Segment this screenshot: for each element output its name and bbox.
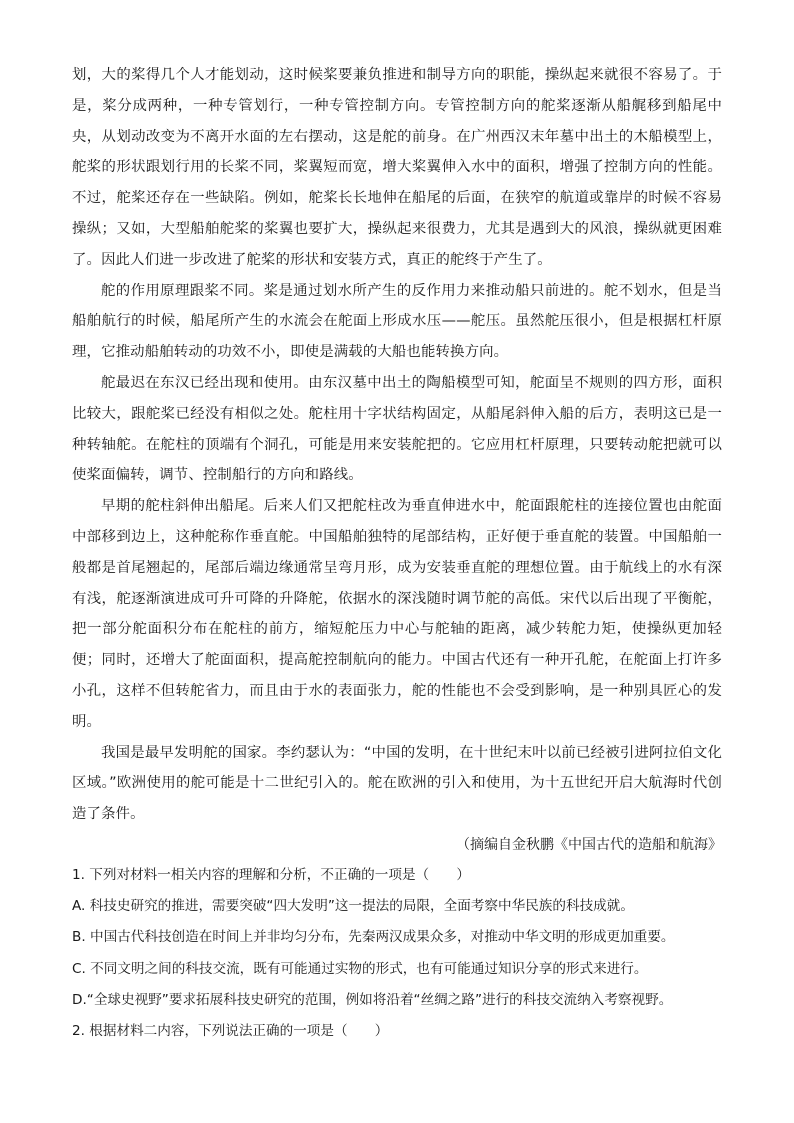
question-1 <box>72 860 722 1016</box>
passage-paragraph: 划，大的桨得几个人才能划动，这时候桨要兼负推进和制导方向的职能，操纵起来就很不容易了。于是，桨分成两种，一种专管划行，一种专管控制方向。专管控制方向的舵桨逐渐从船艉移到船尾中央，从划动改变为不离开水面的左右摆动，这是舵的前身。在广州西汉末年墓中出土的木船模型上，舵桨的形状跟划行用的长桨不同，桨翼短而宽，增大桨翼伸入水中的面积，增强了控制方向的性能。不过，舵桨还存在一些缺陷。例如，舵桨长长地伸在船尾的后面，在狭窄的航道或靠岸的时候不容易操纵；又如，大型船舶舵桨的桨翼也要扩大，操纵起来很费力，尤其是遇到大的风浪，操纵就更困难了。因此人们进一步改进了舵桨的形状和安装方式，真正的舵终于产生了。 <box>72 67 722 268</box>
source-citation: （摘编自金秋鹏《中国古代的造船和航海》 <box>456 836 722 853</box>
document-page <box>72 60 722 1047</box>
option-text: “全球史视野”要求拓展科技史研究的范围，例如将沿着“丝绸之路”进行的科技交流纳入考察视野。 <box>86 991 673 1008</box>
question-2 <box>72 1016 722 1047</box>
option-text: 科技史研究的推进，需要突破“四大发明”这一提法的局限，全面考察中华民族的科技成就。 <box>89 898 634 915</box>
passage-paragraph: 舵最迟在东汉已经出现和使用。由东汉墓中出土的陶船模型可知，舵面呈不规则的四方形，面积比较大，跟舵桨已经没有相似之处。舵柱用十字状结构固定，从船尾斜伸入船的后方，表明这已是一种转轴舵。在舵柱的顶端有个洞孔，可能是用来安装舵把的。它应用杠杆原理，只要转动舵把就可以使桨面偏转，调节、控制船行的方向和路线。 <box>72 374 722 484</box>
question-stem: 2. 根据材料二内容，下列说法正确的一项是（ ） <box>72 1022 389 1039</box>
option-label: D. <box>72 991 87 1008</box>
question-stem: 1. 下列对材料一相关内容的理解和分析，不正确的一项是（ ） <box>72 866 470 883</box>
option-c[interactable] <box>72 954 722 985</box>
option-label: A. <box>72 898 86 915</box>
option-label: C. <box>72 960 86 977</box>
passage-paragraph: 早期的舵柱斜伸出船尾。后来人们又把舵柱改为垂直伸进水中，舵面跟舵柱的连接位置也由舵面中部移到边上，这种舵称作垂直舵。中国船舶独特的尾部结构，正好便于垂直舵的装置。中国船舶一般都是首尾翘起的，尾部后端边缘通常呈弯月形，成为安装垂直舵的理想位置。由于航线上的水有深有浅，舵逐渐演进成可升可降的升降舵，依据水的深浅随时调节舵的高低。宋代以后出现了平衡舵，把一部分舵面积分布在舵柱的前方，缩短舵压力中心与舵轴的距离，减少转舵力矩，使操纵更加轻便；同时，还增大了舵面面积，提高舵控制航向的能力。中国古代还有一种开孔舵，在舵面上打许多小孔，这样不但转舵省力，而且由于水的表面张力，舵的性能也不会受到影响，是一种别具匠心的发明。 <box>72 498 722 730</box>
option-b[interactable] <box>72 922 722 953</box>
option-text: 中国古代科技创造在时间上并非均匀分布，先秦两汉成果众多，对推动中华文明的形成更加重要。 <box>89 929 675 946</box>
option-d[interactable] <box>72 985 722 1016</box>
passage-paragraph: 我国是最早发明舵的国家。李约瑟认为：“中国的发明，在十世纪末叶以前已经被引进阿拉伯文化区域。”欧洲使用的舵可能是十二世纪引入的。舵在欧洲的引入和使用，为十五世纪开启大航海时代创造了条件。 <box>72 744 722 823</box>
option-label: B. <box>72 929 86 946</box>
option-a[interactable] <box>72 891 722 922</box>
passage-paragraph: 舵的作用原理跟桨不同。桨是通过划水所产生的反作用力来推动船只前进的。舵不划水，但是当船舶航行的时候，船尾所产生的水流会在舵面上形成水压——舵压。虽然舵压很小，但是根据杠杆原理，它推动船舶转动的功效不小，即使是满载的大船也能转换方向。 <box>72 282 722 361</box>
option-text: 不同文明之间的科技交流，既有可能通过实物的形式，也有可能通过知识分享的形式来进行。 <box>90 960 648 977</box>
